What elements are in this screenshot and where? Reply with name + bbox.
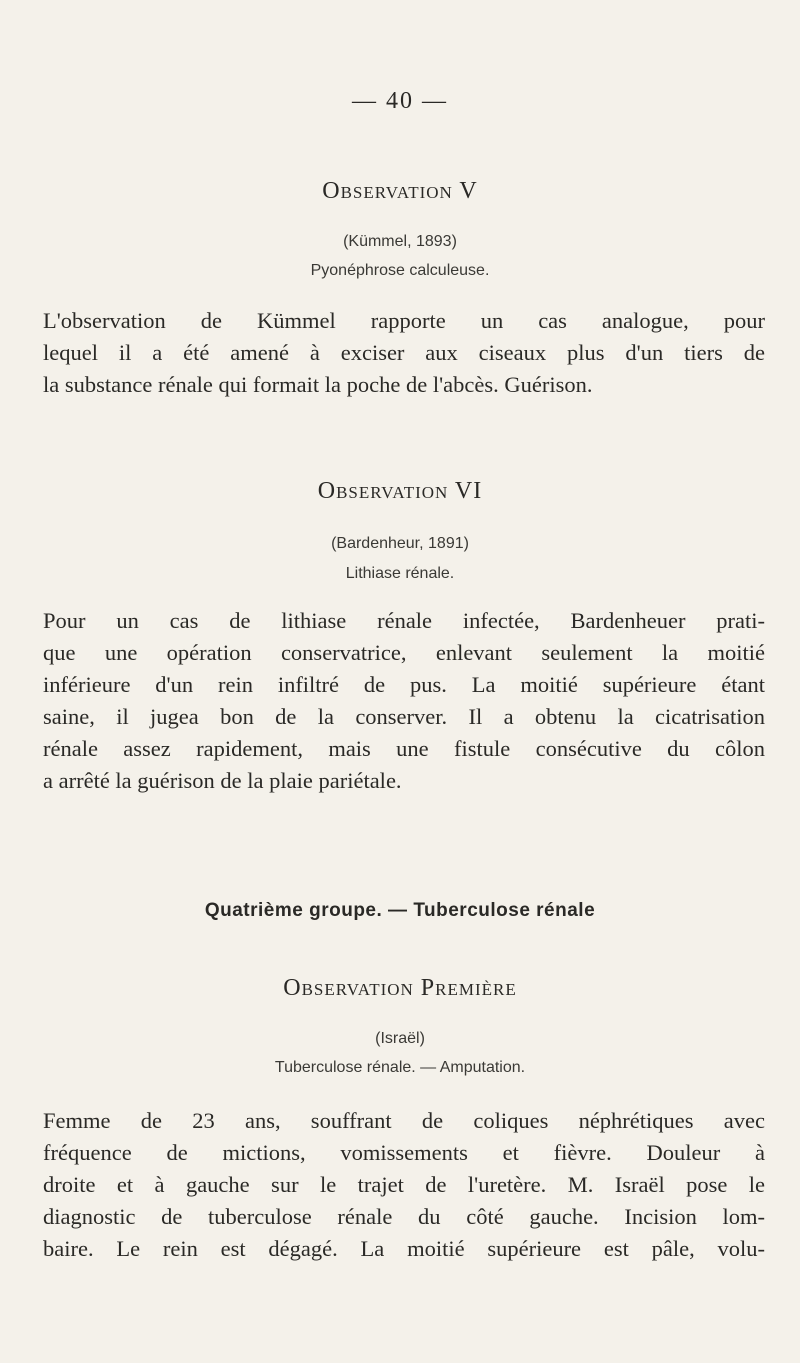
observation-6-paragraph [43, 605, 765, 797]
paragraph-line: Pour un cas de lithiase rénale infectée, Bardenheuer prati- [43, 608, 765, 633]
page-number: — 40 — [352, 88, 448, 114]
observation-6-subject: Lithiase rénale. [345, 565, 455, 582]
observation-1-paragraph [43, 1105, 765, 1265]
paragraph-line: Femme de 23 ans, souffrant de coliques néphrétiques avec [43, 1108, 765, 1133]
observation-5-subject: Pyonéphrose calculeuse. [310, 262, 490, 279]
paragraph-line: inférieure d'un rein infiltré de pus. La moitié supérieure étant [43, 672, 765, 697]
observation-5-author: (Kümmel, 1893) [343, 233, 457, 250]
paragraph-line: a arrêté la guérison de la plaie pariétale. [43, 768, 402, 793]
paragraph-line: droite et à gauche sur le trajet de l'uretère. M. Israël pose le [43, 1172, 765, 1197]
paragraph-line: L'observation de Kümmel rapporte un cas analogue, pour [43, 308, 765, 333]
paragraph-line: saine, il jugea bon de la conserver. Il a obtenu la cicatrisation [43, 704, 765, 729]
paragraph-line: fréquence de mictions, vomissements et fièvre. Douleur à [43, 1140, 765, 1165]
paragraph-line: rénale assez rapidement, mais une fistule consécutive du côlon [43, 736, 765, 761]
observation-6-author: (Bardenheur, 1891) [331, 535, 469, 552]
paragraph-line: que une opération conservatrice, enlevant seulement la moitié [43, 640, 765, 665]
group-heading: Quatrième groupe. — Tuberculose rénale [204, 900, 596, 921]
paragraph-line: lequel il a été amené à exciser aux ciseaux plus d'un tiers de [43, 340, 765, 365]
observation-6-heading: Observation VI [317, 478, 483, 504]
paragraph-line: diagnostic de tuberculose rénale du côté gauche. Incision lom- [43, 1204, 765, 1229]
observation-1-author: (Israël) [375, 1030, 425, 1047]
observation-1-subject: Tuberculose rénale. — Amputation. [274, 1059, 526, 1076]
paragraph-line: la substance rénale qui formait la poche de l'abcès. Guérison. [43, 372, 593, 397]
observation-1-heading: Observation Première [283, 975, 517, 1001]
observation-5-paragraph [43, 305, 765, 401]
paragraph-line: baire. Le rein est dégagé. La moitié supérieure est pâle, volu- [43, 1236, 765, 1261]
observation-5-heading: Observation V [322, 178, 478, 204]
